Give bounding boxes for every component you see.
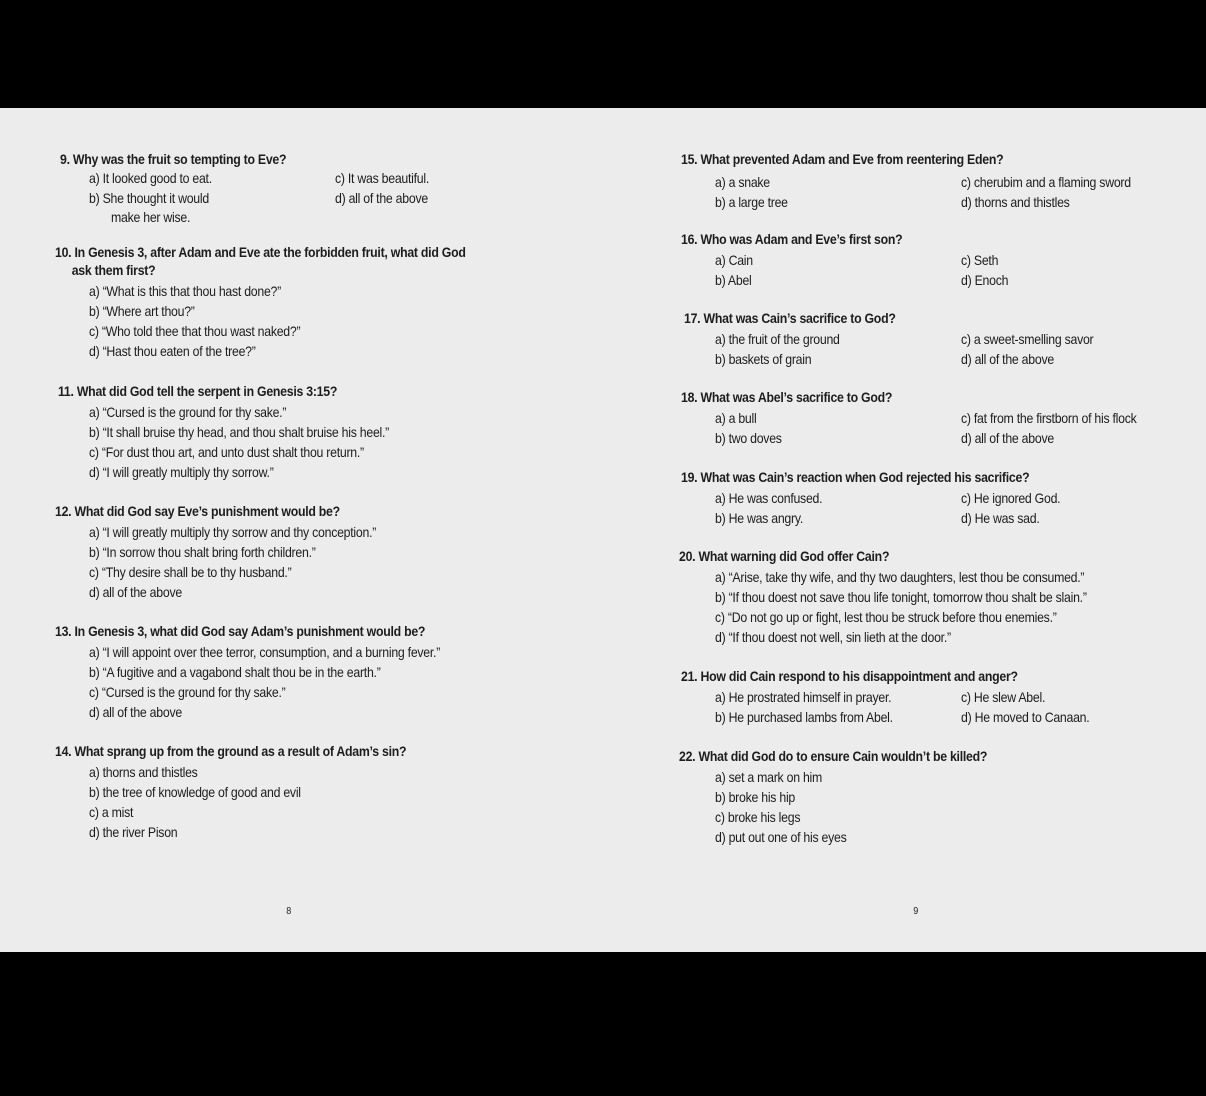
option-a: a) “I will appoint over thee terror, consumption, and a burning fever.” [89, 644, 441, 660]
book-spread [0, 108, 1206, 952]
question-text: 14. What sprang up from the ground as a result of Adam’s sin? [55, 743, 407, 759]
option-a: a) Cain [715, 252, 753, 268]
option-c: c) It was beautiful. [335, 170, 430, 186]
option-d: d) He was sad. [961, 510, 1040, 526]
option-b: b) “Where art thou?” [89, 303, 195, 319]
option-a: a) It looked good to eat. [89, 170, 212, 186]
options [60, 170, 430, 226]
option-b: b) baskets of grain [715, 351, 812, 367]
option-d: d) He moved to Canaan. [961, 709, 1090, 725]
options [684, 329, 1094, 371]
options [679, 767, 1029, 849]
question-15 [681, 150, 1131, 212]
question-10 [55, 243, 522, 363]
option-d: d) “If thou doest not well, sin lieth at the door.” [715, 629, 951, 645]
option-a: a) thorns and thistles [89, 764, 198, 780]
option-d: d) the river Pison [89, 824, 178, 840]
option-c: c) “Thy desire shall be to thy husband.” [89, 564, 292, 580]
option-c: c) “Do not go up or fight, lest thou be struck before thou enemies.” [715, 609, 1057, 625]
option-a: a) “Arise, take thy wife, and thy two daughters, lest thou be consumed.” [715, 569, 1085, 585]
question-text: 9. Why was the fruit so tempting to Eve? [60, 151, 287, 167]
options [681, 488, 1077, 530]
option-b: b) two doves [715, 430, 782, 446]
option-d: d) “I will greatly multiply thy sorrow.” [89, 464, 274, 480]
option-a: a) “I will greatly multiply thy sorrow and thy conception.” [89, 524, 377, 540]
option-a: a) He was confused. [715, 490, 823, 506]
option-b-text: b) She thought it would [89, 190, 209, 206]
question-text: 16. Who was Adam and Eve’s first son? [681, 231, 903, 247]
question-text: 17. What was Cain’s sacrifice to God? [684, 310, 896, 326]
option-b: b) “If thou doest not save thou life tonight, tomorrow thou shalt be slain.” [715, 589, 1087, 605]
option-c: c) Seth [961, 252, 999, 268]
options [55, 522, 379, 604]
options [681, 170, 1131, 212]
question-16 [681, 230, 1009, 292]
option-d: d) thorns and thistles [961, 194, 1070, 210]
option-d: d) all of the above [961, 351, 1054, 367]
option-c: c) “For dust thou art, and unto dust shalt thou return.” [89, 444, 364, 460]
question-text: 13. In Genesis 3, what did God say Adam’s punishment would be? [55, 623, 426, 639]
option-d: d) all of the above [961, 430, 1054, 446]
question-text: 19. What was Cain’s reaction when God rejected his sacrifice? [681, 469, 1030, 485]
option-b [89, 188, 209, 226]
question-text: 15. What prevented Adam and Eve from reentering Eden? [681, 151, 1004, 167]
option-d: d) Enoch [961, 272, 1009, 288]
question-19 [681, 468, 1077, 530]
options [679, 567, 1087, 649]
question-text: 18. What was Abel’s sacrifice to God? [681, 389, 893, 405]
question-22 [679, 747, 1029, 849]
option-b: b) Abel [715, 272, 752, 288]
options [55, 642, 476, 724]
question-text: 20. What warning did God offer Cain? [679, 548, 890, 564]
question-18 [681, 388, 1137, 450]
option-c: c) He ignored God. [961, 490, 1061, 506]
question-text: 11. What did God tell the serpent in Genesis 3:15? [58, 383, 338, 399]
page-9 [603, 108, 1206, 952]
question-20 [679, 547, 1087, 649]
option-d: d) “Hast thou eaten of the tree?” [89, 343, 256, 359]
option-d: d) put out one of his eyes [715, 829, 847, 845]
page-number: 8 [286, 906, 292, 917]
question-11 [58, 382, 390, 484]
question-17 [684, 309, 1094, 371]
question-12 [55, 502, 379, 604]
question-21 [681, 667, 1090, 729]
option-c: c) “Who told thee that thou wast naked?” [89, 323, 301, 339]
option-d: d) all of the above [89, 704, 182, 720]
option-c: c) fat from the firstborn of his flock [961, 410, 1137, 426]
options [55, 762, 454, 844]
page-number: 9 [913, 906, 919, 917]
option-c: c) “Cursed is the ground for thy sake.” [89, 684, 286, 700]
option-a: a) a snake [715, 174, 770, 190]
option-a: a) set a mark on him [715, 769, 823, 785]
option-b: b) a large tree [715, 194, 788, 210]
option-c: c) broke his legs [715, 809, 801, 825]
option-c: c) a mist [89, 804, 134, 820]
question-text-line1: 10. In Genesis 3, after Adam and Eve ate the forbidden fruit, what did God [55, 244, 466, 260]
option-c: c) He slew Abel. [961, 689, 1046, 705]
option-a: a) He prostrated himself in prayer. [715, 689, 892, 705]
option-b: b) “A fugitive and a vagabond shalt thou be in the earth.” [89, 664, 381, 680]
option-a: a) the fruit of the ground [715, 331, 840, 347]
question-text: 21. How did Cain respond to his disappointment and anger? [681, 668, 1018, 684]
option-b-continuation: make her wise. [111, 209, 191, 225]
option-d: d) all of the above [335, 190, 428, 206]
option-c: c) cherubim and a flaming sword [961, 174, 1131, 190]
option-c: c) a sweet-smelling savor [961, 331, 1094, 347]
option-b: b) broke his hip [715, 789, 796, 805]
page-8 [0, 108, 603, 952]
option-b: b) “In sorrow thou shalt bring forth children.” [89, 544, 316, 560]
question-13 [55, 622, 476, 724]
option-a: a) a bull [715, 410, 757, 426]
option-d: d) all of the above [89, 584, 182, 600]
option-b: b) He purchased lambs from Abel. [715, 709, 893, 725]
option-b: b) “It shall bruise thy head, and thou shalt bruise his heel.” [89, 424, 390, 440]
option-a: a) “What is this that thou hast done?” [89, 283, 281, 299]
question-text: 22. What did God do to ensure Cain wouldn’t be killed? [679, 748, 988, 764]
options [58, 402, 390, 484]
options [681, 250, 1009, 292]
option-b: b) He was angry. [715, 510, 803, 526]
option-a: a) “Cursed is the ground for thy sake.” [89, 404, 287, 420]
question-text: 12. What did God say Eve’s punishment would be? [55, 503, 340, 519]
options [55, 281, 522, 363]
question-9 [60, 150, 430, 226]
question-text-line2: ask them first? [71, 262, 156, 278]
question-text [55, 243, 466, 279]
option-b: b) the tree of knowledge of good and evil [89, 784, 301, 800]
options [681, 687, 1090, 729]
question-14 [55, 742, 454, 844]
options [681, 408, 1137, 450]
